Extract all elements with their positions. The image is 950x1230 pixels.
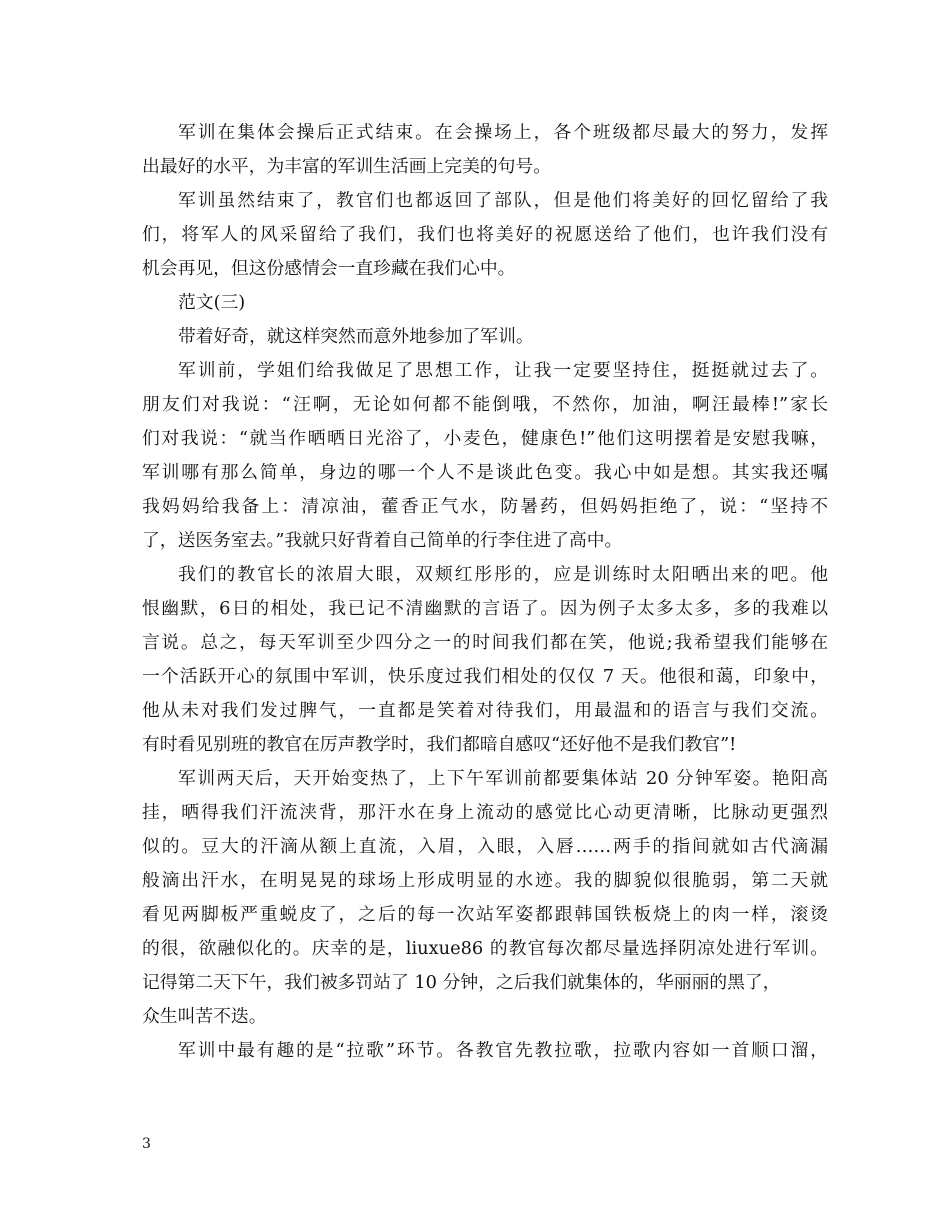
text-line: 军训中最有趣的是“拉歌”环节。各教官先教拉歌，拉歌内容如一首顺口溜，	[178, 1040, 828, 1061]
text-line: 出最好的水平，为丰富的军训生活画上完美的句号。	[142, 156, 551, 177]
body-text	[142, 116, 828, 1068]
text-line: 有时看见别班的教官在厉声教学时，我们都暗自感叹“还好他不是我们教官”!	[142, 734, 737, 755]
text-line: 般滴出汗水，在明晃晃的球场上形成明显的水迹。我的脚貌似很脆弱，第二天就	[142, 870, 828, 891]
text-line: 军训在集体会操后正式结束。在会操场上，各个班级都尽最大的努力，发挥	[178, 122, 828, 143]
text-line: 们，将军人的风采留给了我们，我们也将美好的祝愿送给了他们，也许我们没有	[142, 224, 828, 245]
text-line: 众生叫苦不迭。	[142, 1006, 267, 1027]
text-line: 恨幽默，6日的相处，我已记不清幽默的言语了。因为例子太多太多，多的我难以	[142, 598, 828, 619]
text-line: 机会再见，但这份感情会一直珍藏在我们心中。	[142, 258, 516, 279]
text-line: 朋友们对我说：“汪啊，无论如何都不能倒哦，不然你，加油，啊汪最棒!”家长	[142, 394, 828, 415]
text-line: 的很，欲融似化的。庆幸的是，liuxue86 的教官每次都尽量选择阴凉处进行军训。	[142, 938, 828, 959]
text-line: 军训哪有那么简单，身边的哪一个人不是谈此色变。我心中如是想。其实我还嘱	[142, 462, 828, 483]
text-line: 言说。总之，每天军训至少四分之一的时间我们都在笑，他说;我希望我们能够在	[142, 632, 828, 653]
text-line: 了，送医务室去。”我就只好背着自己简单的行李住进了高中。	[142, 530, 623, 551]
text-line: 军训前，学姐们给我做足了思想工作，让我一定要坚持住，挺挺就过去了。	[178, 360, 828, 381]
text-line: 挂，晒得我们汗流浃背，那汗水在身上流动的感觉比心动更清晰，比脉动更强烈	[142, 802, 828, 823]
text-line: 记得第二天下午，我们被多罚站了 10 分钟，之后我们就集体的，华丽丽的黑了，	[142, 972, 781, 993]
text-line: 我们的教官长的浓眉大眼，双颊红彤彤的，应是训练时太阳晒出来的吧。他	[178, 564, 828, 585]
text-line: 们对我说：“就当作晒晒日光浴了，小麦色，健康色!”他们这明摆着是安慰我嘛，	[142, 428, 828, 449]
text-line: 范文(三)	[178, 292, 246, 313]
text-line: 他从未对我们发过脾气，一直都是笑着对待我们，用最温和的语言与我们交流。	[142, 700, 828, 721]
text-line: 一个活跃开心的氛围中军训，快乐度过我们相处的仅仅 7 天。他很和蔼，印象中，	[142, 666, 828, 687]
page-number: 3	[142, 1136, 151, 1152]
text-line: 军训虽然结束了，教官们也都返回了部队，但是他们将美好的回忆留给了我	[178, 190, 828, 211]
text-line: 军训两天后，天开始变热了，上下午军训前都要集体站 20 分钟军姿。艳阳高	[178, 768, 828, 789]
text-line: 我妈妈给我备上：清凉油，藿香正气水，防暑药，但妈妈拒绝了，说：“坚持不	[142, 496, 828, 517]
text-line: 看见两脚板严重蜕皮了，之后的每一次站军姿都跟韩国铁板烧上的肉一样，滚烫	[142, 904, 828, 925]
text-line: 似的。豆大的汗滴从额上直流，入眉，入眼，入唇……两手的指间就如古代滴漏	[142, 836, 828, 857]
text-line: 带着好奇，就这样突然而意外地参加了军训。	[178, 326, 534, 347]
